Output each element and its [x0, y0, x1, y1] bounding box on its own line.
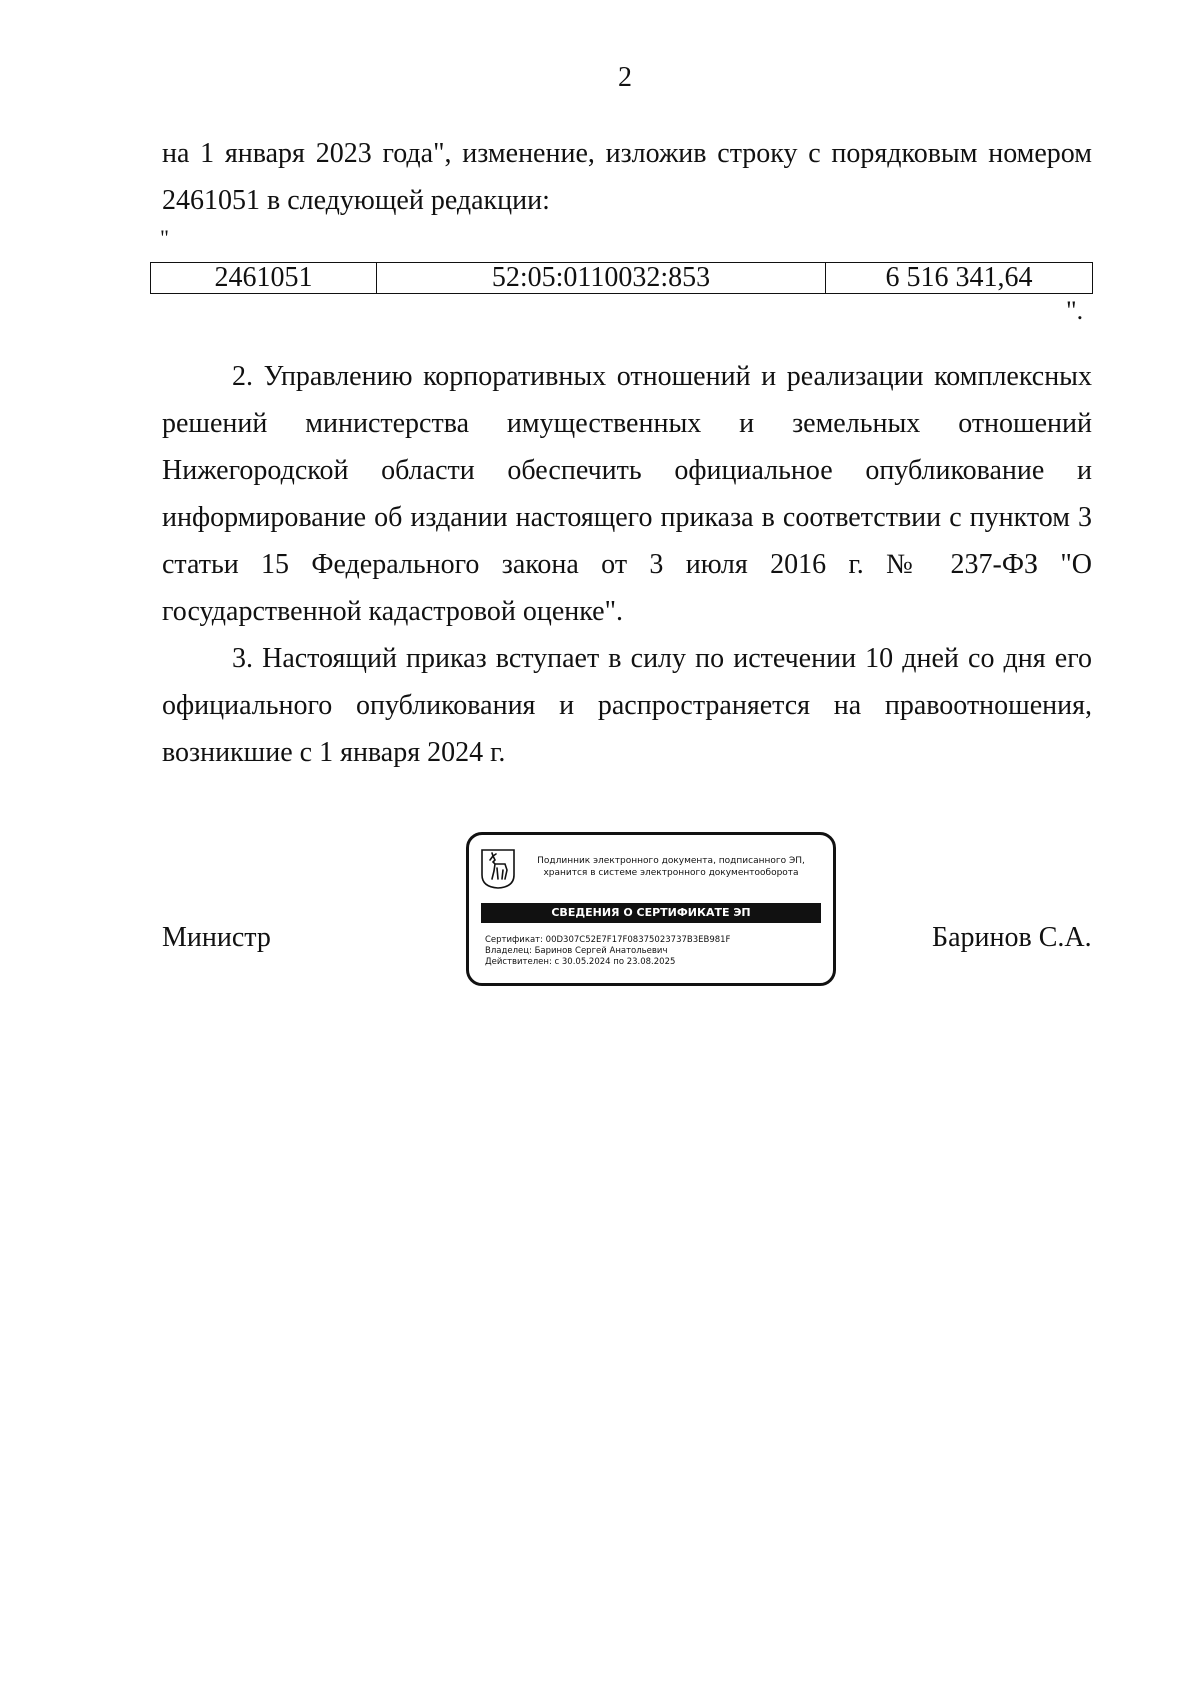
deer-emblem-icon: [481, 849, 515, 889]
stamp-line-2: хранится в системе электронного документооборота: [543, 868, 799, 878]
cadastral-value-cell: 6 516 341,64: [826, 263, 1093, 294]
paragraph-2: 2. Управлению корпоративных отношений и реализации комплексных решений министерства имущественных и земельных отношений Нижегородской области обеспечить официальное опубликование и информирование об издании настоящего приказа в соответствии с пунктом 3 статьи 15 Федерального закона от 3 июля 2016 г. № 237-ФЗ "О государственной кадастровой оценке".: [162, 361, 1092, 627]
signer-name: Баринов С.А.: [932, 922, 1092, 953]
signer-title: Министр: [162, 922, 271, 953]
stamp-owner: Владелец: Баринов Сергей Анатольевич: [485, 946, 668, 956]
cadastral-number-cell: 52:05:0110032:853: [377, 263, 826, 294]
stamp-validity: Действителен: с 30.05.2024 по 23.08.2025: [485, 957, 676, 967]
signature-stamp: [466, 832, 836, 986]
stamp-header-text: [521, 855, 821, 879]
intro-paragraph: на 1 января 2023 года", изменение, изложив строку с порядковым номером 2461051 в следующей редакции:: [162, 138, 1092, 216]
paragraph-3: 3. Настоящий приказ вступает в силу по истечении 10 дней со дня его официального опубликования и распространяется на правоотношения, возникшие с 1 января 2024 г.: [162, 643, 1092, 768]
stamp-line-1: Подлинник электронного документа, подписанного ЭП,: [537, 856, 805, 866]
quote-close: ".: [1066, 296, 1084, 325]
page-number: 2: [618, 62, 632, 93]
table-row: [151, 263, 1093, 294]
stamp-certificate-info: [485, 935, 730, 968]
cadastral-table: [150, 262, 1093, 294]
stamp-certificate-header: СВЕДЕНИЯ О СЕРТИФИКАТЕ ЭП: [481, 903, 821, 923]
row-number-cell: 2461051: [151, 263, 377, 294]
stamp-certificate-id: Сертификат: 00D307C52E7F17F08375023737B3EB981F: [485, 935, 731, 945]
quote-open: ": [160, 225, 169, 250]
